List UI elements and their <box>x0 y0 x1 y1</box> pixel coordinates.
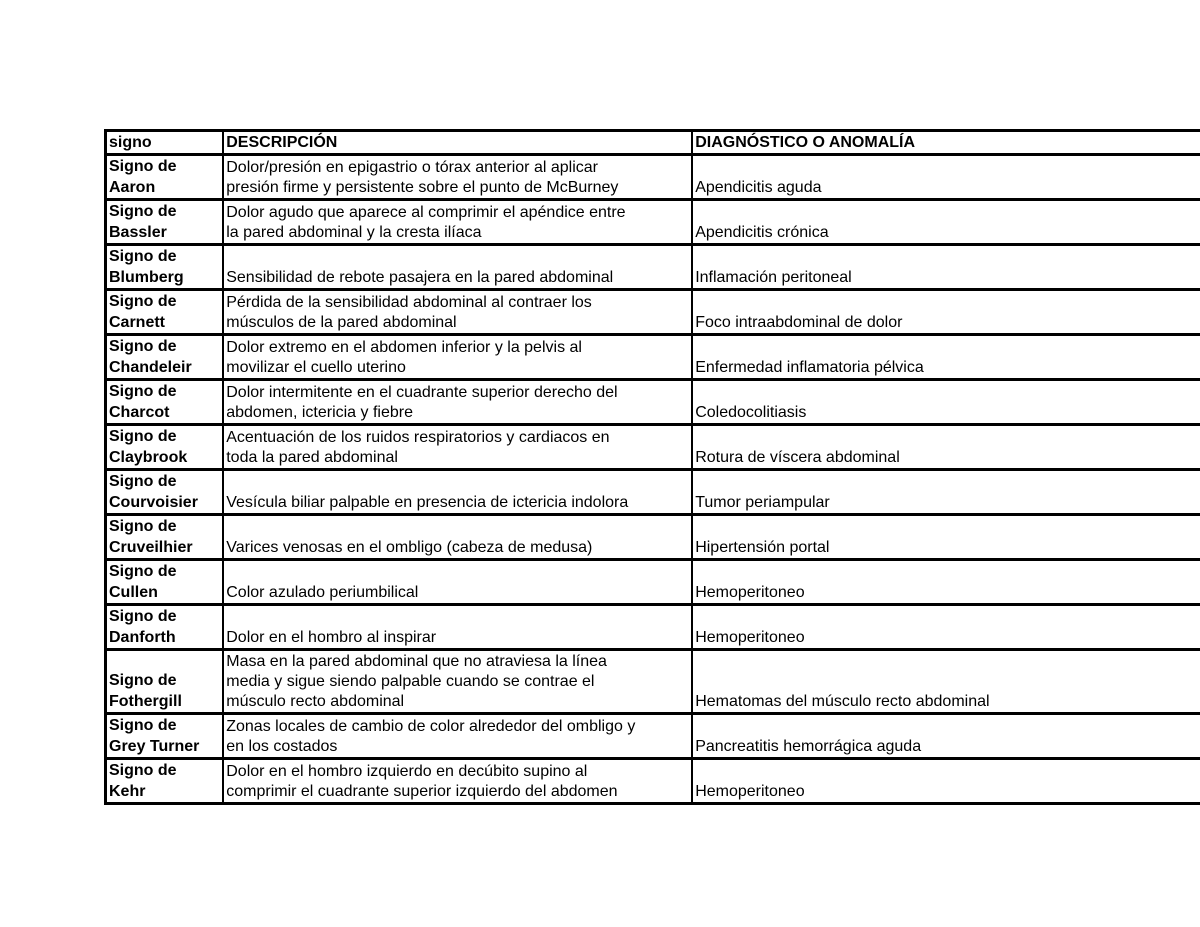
table-row <box>106 605 1200 650</box>
description-line: Vesícula biliar palpable en presencia de ictericia indolora <box>226 494 629 511</box>
sign-name-line: Signo de <box>109 762 177 779</box>
description-line: abdomen, ictericia y fiebre <box>226 404 413 421</box>
cell-descripcion <box>223 335 692 380</box>
cell-signo <box>106 200 224 245</box>
table-row <box>106 759 1200 804</box>
cell-diagnostico: Hemoperitoneo <box>692 605 1200 650</box>
table-row <box>106 560 1200 605</box>
signs-table <box>104 129 1200 805</box>
sign-name-line: Cullen <box>109 584 158 601</box>
sign-name-line: Signo de <box>109 473 177 490</box>
description-line: Dolor en el hombro izquierdo en decúbito supino al <box>226 763 588 780</box>
description-line: Varices venosas en el ombligo (cabeza de medusa) <box>226 539 593 556</box>
cell-descripcion <box>223 425 692 470</box>
sign-name-line: Fothergill <box>109 693 182 710</box>
cell-diagnostico: Hematomas del músculo recto abdominal <box>692 650 1200 714</box>
sign-name-line: Bassler <box>109 224 167 241</box>
cell-descripcion <box>223 605 692 650</box>
header-diagnostico: DIAGNÓSTICO O ANOMALÍA <box>692 131 1200 155</box>
sign-name-line: Signo de <box>109 518 177 535</box>
cell-signo <box>106 560 224 605</box>
table-row <box>106 714 1200 759</box>
description-line: media y sigue siendo palpable cuando se contrae el <box>226 673 595 690</box>
description-line: Dolor/presión en epigastrio o tórax anterior al aplicar <box>226 159 598 176</box>
sign-name-line: Grey Turner <box>109 738 200 755</box>
sign-name-line: Signo de <box>109 293 177 310</box>
sign-name-line: Carnett <box>109 314 166 331</box>
description-line: Masa en la pared abdominal que no atraviesa la línea <box>226 653 607 670</box>
cell-descripcion <box>223 290 692 335</box>
cell-descripcion <box>223 155 692 200</box>
description-line: en los costados <box>226 738 338 755</box>
sign-name-line: Signo de <box>109 203 177 220</box>
cell-signo <box>106 335 224 380</box>
sign-name-line: Signo de <box>109 338 177 355</box>
header-row <box>106 131 1200 155</box>
description-line: comprimir el cuadrante superior izquierdo del abdomen <box>226 783 618 800</box>
signs-table-body <box>106 131 1200 804</box>
cell-diagnostico: Pancreatitis hemorrágica aguda <box>692 714 1200 759</box>
cell-descripcion <box>223 560 692 605</box>
cell-descripcion <box>223 759 692 804</box>
table-row <box>106 380 1200 425</box>
cell-diagnostico: Apendicitis aguda <box>692 155 1200 200</box>
cell-diagnostico: Hemoperitoneo <box>692 560 1200 605</box>
cell-diagnostico: Foco intraabdominal de dolor <box>692 290 1200 335</box>
cell-diagnostico: Coledocolitiasis <box>692 380 1200 425</box>
cell-descripcion <box>223 470 692 515</box>
sign-name-line: Charcot <box>109 404 170 421</box>
cell-signo <box>106 425 224 470</box>
sign-name-line: Claybrook <box>109 449 188 466</box>
sign-name-line: Aaron <box>109 179 156 196</box>
cell-diagnostico: Hipertensión portal <box>692 515 1200 560</box>
table-row <box>106 425 1200 470</box>
cell-signo <box>106 515 224 560</box>
cell-diagnostico: Hemoperitoneo <box>695 783 805 800</box>
description-line: Zonas locales de cambio de color alrededor del ombligo y <box>226 718 636 735</box>
cell-signo <box>106 759 224 804</box>
cell-signo <box>106 714 224 759</box>
sign-name-line: Signo de <box>109 383 177 400</box>
cell-signo <box>106 650 224 714</box>
table-row <box>106 515 1200 560</box>
description-line: Dolor intermitente en el cuadrante superior derecho del <box>226 384 618 401</box>
cell-signo <box>106 605 224 650</box>
description-line: toda la pared abdominal <box>226 449 398 466</box>
description-line: Dolor agudo que aparece al comprimir el apéndice entre <box>226 204 626 221</box>
cell-diagnostico: Tumor periampular <box>692 470 1200 515</box>
cell-descripcion <box>223 714 692 759</box>
description-line: Acentuación de los ruidos respiratorios y cardiacos en <box>226 429 610 446</box>
sign-name-line: Blumberg <box>109 269 184 286</box>
cell-descripcion <box>223 200 692 245</box>
description-line: músculos de la pared abdominal <box>226 314 457 331</box>
cell-descripcion <box>223 380 692 425</box>
description-line: Color azulado periumbilical <box>226 584 419 601</box>
sign-name-line: Signo de <box>109 563 177 580</box>
description-line: Dolor en el hombro al inspirar <box>226 629 437 646</box>
description-line: músculo recto abdominal <box>226 693 405 710</box>
sign-name-line: Danforth <box>109 629 176 646</box>
cell-signo <box>106 470 224 515</box>
sign-name-line: Signo de <box>109 608 177 625</box>
header-signo: signo <box>106 131 224 155</box>
cell-signo <box>106 380 224 425</box>
cell-diagnostico: Enfermedad inflamatoria pélvica <box>692 335 1200 380</box>
sign-name-line: Chandeleir <box>109 359 192 376</box>
description-line: Sensibilidad de rebote pasajera en la pared abdominal <box>226 269 614 286</box>
description-line: movilizar el cuello uterino <box>226 359 406 376</box>
description-line: Dolor extremo en el abdomen inferior y la pelvis al <box>226 339 582 356</box>
cell-descripcion <box>223 650 692 714</box>
cell-signo <box>106 290 224 335</box>
sign-name-line: Courvoisier <box>109 494 198 511</box>
table-row <box>106 470 1200 515</box>
table-row <box>106 650 1200 714</box>
description-line: Pérdida de la sensibilidad abdominal al contraer los <box>226 294 592 311</box>
description-line: presión firme y persistente sobre el punto de McBurney <box>226 179 619 196</box>
table-row <box>106 245 1200 290</box>
table-row <box>106 200 1200 245</box>
header-descripcion: DESCRIPCIÓN <box>223 131 692 155</box>
sign-name-line: Signo de <box>109 158 177 175</box>
table-row <box>106 155 1200 200</box>
sign-name-line: Kehr <box>109 783 146 800</box>
cell-diagnostico: Rotura de víscera abdominal <box>692 425 1200 470</box>
cell-signo <box>106 245 224 290</box>
sign-name-line: Signo de <box>109 428 177 445</box>
description-line: la pared abdominal y la cresta ilíaca <box>226 224 482 241</box>
table-row <box>106 290 1200 335</box>
sign-name-line: Signo de <box>109 672 177 689</box>
sign-name-line: Signo de <box>109 717 177 734</box>
table-row <box>106 335 1200 380</box>
sign-name-line: Signo de <box>109 248 177 265</box>
cell-descripcion <box>223 515 692 560</box>
cell-descripcion <box>223 245 692 290</box>
cell-signo <box>106 155 224 200</box>
cell-diagnostico: Inflamación peritoneal <box>692 245 1200 290</box>
cell-diagnostico: Apendicitis crónica <box>692 200 1200 245</box>
sign-name-line: Cruveilhier <box>109 539 193 556</box>
